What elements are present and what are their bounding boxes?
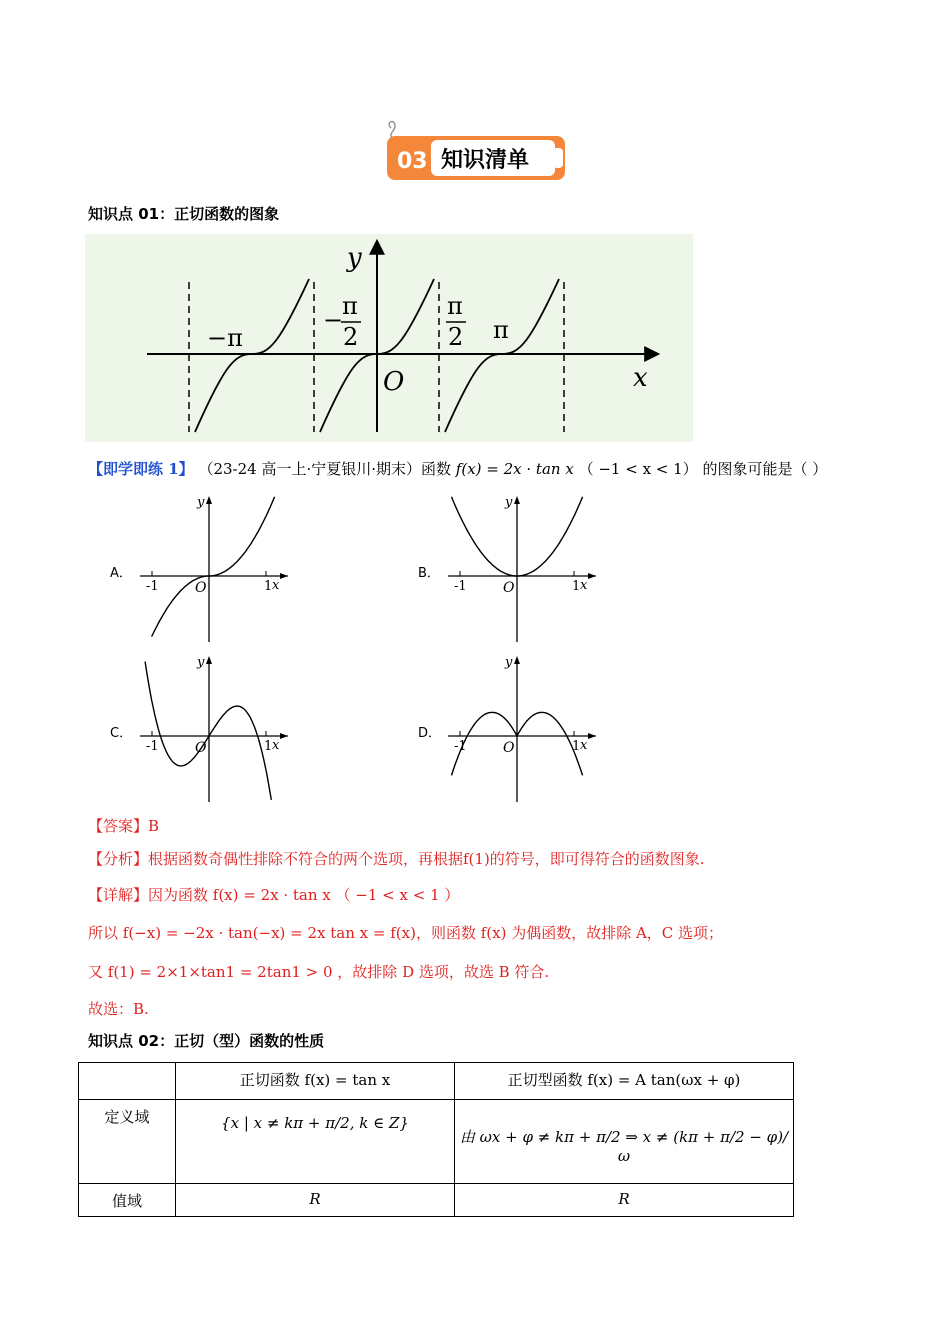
section-title: 知识清单 [441,148,530,173]
kp2-title: 知识点 02：正切（型）函数的性质 [88,1032,325,1050]
origin-label: O [383,367,405,397]
y-label: y [347,243,362,273]
svg-text:x: x [580,738,588,753]
svg-text:-1: -1 [454,739,467,754]
domain-tan-type-cell: 由 ωx + φ ≠ kπ + π/2 ⇒ x ≠ (kπ + π/2 − φ)/ω [455,1100,794,1184]
half-pi-den: 2 [448,323,464,351]
answer-line: 【答案】B [88,817,160,835]
svg-text:O: O [195,580,207,596]
svg-text:x: x [580,578,588,593]
table-header-cell: 正切函数 f(x) = tan x [176,1063,455,1100]
neg-pi-label: −π [207,324,243,352]
range-tan-cell: R [176,1184,455,1217]
svg-text:1: 1 [264,579,273,594]
svg-text:x: x [272,738,280,753]
practice-suffix: 的图象可能是（ ） [702,460,828,478]
pi-label: π [493,316,509,344]
option-graph[interactable] [444,652,600,802]
table-header-cell [79,1063,176,1100]
table-header-cell: 正切型函数 f(x) = A tan(ωx + φ) [455,1063,794,1100]
analysis-line: 【分析】根据函数奇偶性排除不符合的两个选项，再根据f(1)的符号，即可得符合的函数图象. [88,850,705,868]
detail-line-4: 故选：B. [88,1000,149,1018]
table-row-label: 值域 [79,1184,176,1217]
option-graph[interactable] [444,492,600,642]
neg-half-pi-num: π [342,292,358,320]
option-graph[interactable] [136,652,292,802]
practice-tag: 【即学即练 1】 [88,460,194,478]
svg-text:-1: -1 [454,579,467,594]
properties-table [78,1062,794,1217]
option-label[interactable]: B． [418,566,440,581]
svg-text:y: y [505,495,513,510]
practice-func: f(x) = 2x · tan x [455,460,574,478]
practice-source: （23-24 高一上·宁夏银川·期末）函数 [198,460,452,478]
svg-text:1: 1 [572,579,581,594]
svg-text:-1: -1 [146,579,159,594]
svg-text:1: 1 [572,739,581,754]
detail-line-2: 所以 f(−x) = −2x · tan(−x) = 2x tan x = f(x)，则函数 f(x) 为偶函数，故排除 A，C 选项； [88,924,724,942]
detail-line-1: 【详解】因为函数 f(x) = 2x · tan x （ −1 < x < 1 ） [88,886,460,904]
svg-text:-1: -1 [146,739,159,754]
svg-text:y: y [197,495,205,510]
svg-text:O: O [503,580,515,596]
section-number: 03 [397,149,428,174]
x-label: x [633,363,648,393]
section-badge [385,120,570,184]
option-graph[interactable] [136,492,292,642]
kp1-title: 知识点 01：正切函数的图象 [88,205,280,223]
range-tan-type-cell: R [455,1184,794,1217]
table-row-label: 定义域 [79,1100,176,1184]
svg-text:1: 1 [264,739,273,754]
badge-curl-icon [389,122,395,138]
option-label[interactable]: A． [110,566,132,581]
half-pi-num: π [447,292,463,320]
svg-text:O: O [503,740,515,756]
domain-tan-cell: {x | x ≠ kπ + π/2, k ∈ Z} [176,1100,455,1184]
practice-question [88,458,827,479]
svg-text:x: x [272,578,280,593]
tan-branch-1 [195,279,309,432]
detail-line-3: 又 f(1) = 2×1×tan1 = 2tan1 > 0 ，故排除 D 选项，故选 B 符合. [88,963,550,981]
table-row [79,1063,794,1100]
option-label[interactable]: D． [418,726,442,741]
svg-text:y: y [197,655,205,670]
svg-text:O: O [195,740,207,756]
neg-half-pi-sign: − [323,306,344,334]
option-label[interactable]: C． [110,726,133,741]
svg-text:y: y [505,655,513,670]
neg-half-pi-den: 2 [343,323,359,351]
table-row [79,1184,794,1217]
table-row [79,1100,794,1184]
tan-graph [85,234,693,442]
practice-domain: （ −1 < x < 1） [578,460,698,478]
